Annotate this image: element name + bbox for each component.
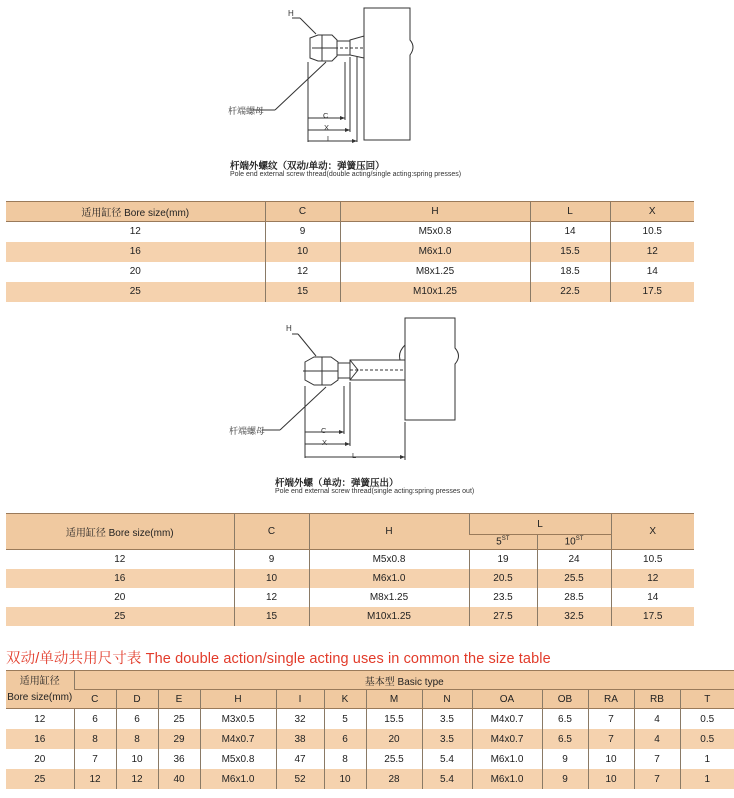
table-column-header-row xyxy=(6,690,734,709)
cell: 32.5 xyxy=(537,607,611,626)
diagram1-c-label: C xyxy=(323,111,329,120)
cell: 17.5 xyxy=(610,282,694,302)
cell: 6 xyxy=(74,709,116,730)
header-x: X xyxy=(611,514,694,550)
cell: 7 xyxy=(634,769,680,789)
cell: 10 xyxy=(588,749,634,769)
stroke-5: 5 xyxy=(496,536,502,548)
bore-label-cn: 适用缸径 xyxy=(19,675,60,687)
header-c: C xyxy=(234,514,309,550)
cell: 12 xyxy=(74,769,116,789)
table-row xyxy=(6,282,694,302)
cell: 7 xyxy=(634,749,680,769)
cell: 5.4 xyxy=(422,749,472,769)
cell: M4x0.7 xyxy=(472,709,542,730)
cell: 12 xyxy=(234,588,309,607)
header-col: T xyxy=(680,690,734,709)
diagram1-x-label: X xyxy=(324,123,330,132)
cell: 28.5 xyxy=(537,588,611,607)
header-col: E xyxy=(158,690,200,709)
cell: 7 xyxy=(588,709,634,730)
diagram2-l-label: L xyxy=(352,451,357,460)
cell: 9 xyxy=(542,749,588,769)
diagram1-caption-cn: 杆端外螺纹（双动/单动：弹簧压回） xyxy=(230,161,385,172)
cell: 20 xyxy=(114,592,126,603)
table-row xyxy=(6,569,694,588)
cell: 12 xyxy=(610,242,694,262)
cell: 24 xyxy=(537,550,611,570)
header-col: I xyxy=(276,690,324,709)
header-col: H xyxy=(200,690,276,709)
table-header-row xyxy=(6,671,734,690)
header-col: RB xyxy=(634,690,680,709)
cell: 12 xyxy=(34,713,46,725)
cell: M6x1.0 xyxy=(200,769,276,789)
cell: 36 xyxy=(158,749,200,769)
cell: M6x1.0 xyxy=(472,769,542,789)
cell: 12 xyxy=(129,226,141,238)
cell: 10 xyxy=(588,769,634,789)
cell: M3x0.5 xyxy=(200,709,276,730)
cell: 15 xyxy=(234,607,309,626)
cell: M6x1.0 xyxy=(309,569,469,588)
cell: 0.5 xyxy=(680,729,734,749)
header-col: M xyxy=(366,690,422,709)
cell: 38 xyxy=(276,729,324,749)
cell: 10 xyxy=(265,242,340,262)
cell: 17.5 xyxy=(611,607,694,626)
cell: 16 xyxy=(6,729,74,749)
cell: 6.5 xyxy=(542,709,588,730)
cell: 25 xyxy=(6,607,234,626)
table-row xyxy=(6,588,694,607)
table-row xyxy=(6,242,694,262)
header-l: L xyxy=(469,514,611,535)
cell: 16 xyxy=(6,569,234,588)
cell: 14 xyxy=(611,588,694,607)
cell: 0.5 xyxy=(680,709,734,730)
cell: 16 xyxy=(6,242,265,262)
diagram1-l-label: L xyxy=(327,134,332,143)
table-row xyxy=(6,709,734,730)
table-rod-thread-double xyxy=(6,201,694,302)
diagram2-caption-en: Pole end external screw thread(single acting:spring presses out) xyxy=(275,488,475,495)
cell: 3.5 xyxy=(422,729,472,749)
cell: 15.5 xyxy=(366,709,422,730)
cell: 7 xyxy=(74,749,116,769)
cell: M6x1.0 xyxy=(472,749,542,769)
cell: 25.5 xyxy=(537,569,611,588)
diagram2-c-label: C xyxy=(321,426,327,435)
cell: M10x1.25 xyxy=(340,282,530,302)
section-title: 双动/单动共用尺寸表 The double action/single acting uses in common the size table xyxy=(6,651,551,667)
diagram1-caption-en: Pole end external screw thread(double acting/single acting:spring presses) xyxy=(230,171,462,178)
header-l-5st xyxy=(469,535,537,550)
cell: 22.5 xyxy=(530,282,610,302)
cell: M8x1.25 xyxy=(340,262,530,282)
cell: 5 xyxy=(324,709,366,730)
cell: 20 xyxy=(129,266,141,277)
header-col: C xyxy=(74,690,116,709)
cell: 25 xyxy=(158,709,200,730)
cell: M5x0.8 xyxy=(200,749,276,769)
table-rod-thread-single xyxy=(6,513,694,626)
cell: 14 xyxy=(530,222,610,242)
header-bore xyxy=(6,671,74,709)
cell: 20 xyxy=(34,753,46,765)
cell: 15.5 xyxy=(530,242,610,262)
cell: 10 xyxy=(324,769,366,789)
table-row xyxy=(6,749,734,769)
cell: 4 xyxy=(634,709,680,730)
table-row xyxy=(6,769,734,789)
cell: 20 xyxy=(366,729,422,749)
table-row xyxy=(6,262,694,282)
cell: M4x0.7 xyxy=(472,729,542,749)
cell: 10.5 xyxy=(611,550,694,570)
table-row xyxy=(6,729,734,749)
cell: M10x1.25 xyxy=(309,607,469,626)
cell: 12 xyxy=(116,769,158,789)
header-bore: 适用缸径 Bore size(mm) xyxy=(6,514,234,550)
header-l-10st xyxy=(537,535,611,550)
cell: 19 xyxy=(469,550,537,570)
header-h: H xyxy=(340,202,530,222)
cell: 10 xyxy=(116,749,158,769)
table-row xyxy=(6,222,694,242)
table-common-sizes xyxy=(6,670,734,789)
cell: M5x0.8 xyxy=(309,550,469,570)
cell: 9 xyxy=(542,769,588,789)
cell: 6.5 xyxy=(542,729,588,749)
diagram2-h-label: H xyxy=(286,324,292,333)
table-header-row xyxy=(6,514,694,535)
header-col: OA xyxy=(472,690,542,709)
cell: 40 xyxy=(158,769,200,789)
diagram1-nut-label: 杆端螺母 xyxy=(228,106,265,116)
cell: 6 xyxy=(324,729,366,749)
cell: 8 xyxy=(324,749,366,769)
st-suffix: ST xyxy=(501,536,510,543)
cell: 25 xyxy=(6,769,74,789)
rod-end-diagram-2 xyxy=(0,310,700,470)
cell: 12 xyxy=(265,262,340,282)
cell: 1 xyxy=(680,769,734,789)
cell: 12 xyxy=(114,554,126,565)
cell: 52 xyxy=(276,769,324,789)
header-group-basic: 基本型 Basic type xyxy=(74,671,734,690)
header-col: K xyxy=(324,690,366,709)
cell: 20.5 xyxy=(469,569,537,588)
header-h: H xyxy=(309,514,469,550)
cell: 23.5 xyxy=(469,588,537,607)
cell: 6 xyxy=(116,709,158,730)
rod-end-diagram-1 xyxy=(0,0,700,160)
st-suffix: ST xyxy=(575,536,584,543)
cell: 14 xyxy=(610,262,694,282)
cell: 9 xyxy=(265,222,340,242)
cell: 29 xyxy=(158,729,200,749)
cell: 28 xyxy=(366,769,422,789)
cell: 5.4 xyxy=(422,769,472,789)
cell: M5x0.8 xyxy=(340,222,530,242)
table-row xyxy=(6,607,694,626)
cell: 18.5 xyxy=(530,262,610,282)
header-x: X xyxy=(610,202,694,222)
header-col: D xyxy=(116,690,158,709)
cell: M4x0.7 xyxy=(200,729,276,749)
cell: 8 xyxy=(116,729,158,749)
cell: 3.5 xyxy=(422,709,472,730)
header-col: N xyxy=(422,690,472,709)
cell: 12 xyxy=(611,569,694,588)
header-bore: 适用缸径 Bore size(mm) xyxy=(6,202,265,222)
cell: M6x1.0 xyxy=(340,242,530,262)
bore-label-en: Bore size(mm) xyxy=(7,691,73,703)
cell: 9 xyxy=(234,550,309,570)
diagram1-h-label: H xyxy=(288,9,294,18)
cell: 10.5 xyxy=(610,222,694,242)
cell: 25 xyxy=(6,282,265,302)
header-col: RA xyxy=(588,690,634,709)
cell: 47 xyxy=(276,749,324,769)
header-l: L xyxy=(530,202,610,222)
diagram2-nut-label: 杆端螺母 xyxy=(229,426,266,436)
cell: 8 xyxy=(74,729,116,749)
cell: 27.5 xyxy=(469,607,537,626)
cell: 1 xyxy=(680,749,734,769)
diagram2-x-label: X xyxy=(322,438,328,447)
cell: M8x1.25 xyxy=(309,588,469,607)
cell: 4 xyxy=(634,729,680,749)
diagram2-caption-cn: 杆端外螺（单动：弹簧压出） xyxy=(275,478,399,489)
header-col: OB xyxy=(542,690,588,709)
cell: 25.5 xyxy=(366,749,422,769)
stroke-10: 10 xyxy=(564,536,576,548)
cell: 10 xyxy=(234,569,309,588)
cell: 15 xyxy=(265,282,340,302)
header-c: C xyxy=(265,202,340,222)
cell: 32 xyxy=(276,709,324,730)
table-header-row xyxy=(6,202,694,222)
table-row xyxy=(6,550,694,570)
cell: 7 xyxy=(588,729,634,749)
